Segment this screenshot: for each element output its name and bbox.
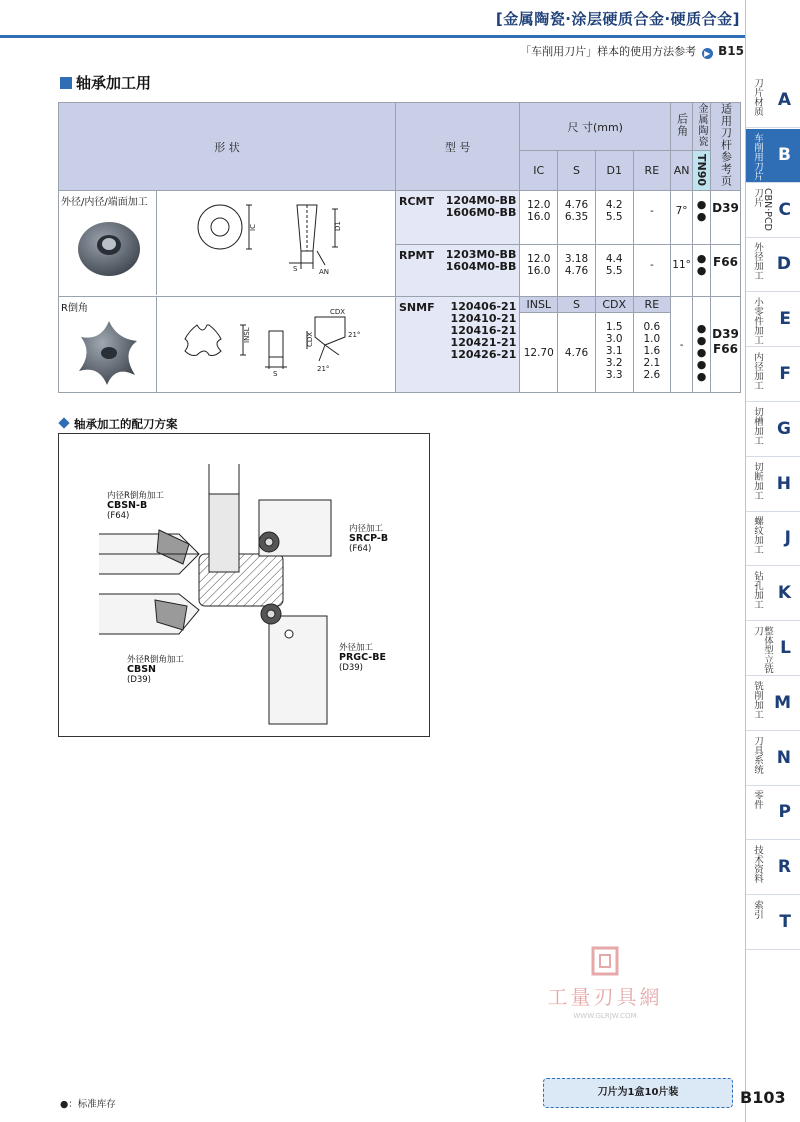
sidebar-tab-letter: D <box>776 254 791 275</box>
sidebar-tab-p[interactable] <box>746 786 800 840</box>
sidebar-tab-letter: M <box>774 692 791 713</box>
insert-table <box>58 102 741 393</box>
tool-label-prgc-be: 外径加工 PRGC-BE (D39) <box>339 643 386 673</box>
sidebar-tab-letter: B <box>778 144 791 165</box>
sidebar-tab-f[interactable] <box>746 348 800 402</box>
sidebar-tab-letter: T <box>779 912 791 932</box>
sidebar-tab-c[interactable] <box>746 184 800 238</box>
sidebar-tab-n[interactable] <box>746 732 800 786</box>
sidebar-tab-label: 外径加工 <box>752 242 763 281</box>
angle-label: 21° <box>317 365 330 373</box>
application-label: 外径/内径/端面加工 <box>61 197 148 208</box>
model-code: 1604M0-BB <box>445 260 517 273</box>
s-dim-label: S <box>293 265 298 273</box>
s-value: 4.76 <box>558 313 596 393</box>
re-value: - <box>633 191 671 245</box>
header-rule <box>0 35 745 38</box>
watermark <box>535 945 675 1020</box>
dimensions-header: 尺 寸(mm) <box>520 103 671 151</box>
sidebar-tab-label: CBN·PCD刀片 <box>752 187 773 231</box>
model-cell-snmf <box>396 297 520 393</box>
clearance-header: 后角 <box>671 103 693 151</box>
d1-values: 4.2 5.5 <box>595 191 633 245</box>
shape-cell-round <box>59 191 396 297</box>
sidebar-tab-e[interactable] <box>746 293 800 347</box>
holder-ref-link[interactable]: F66 <box>713 342 738 356</box>
usage-note-text: 「车削用刀片」样本的使用方法参考 <box>520 45 697 58</box>
sidebar-tab-letter: C <box>778 199 791 220</box>
insl-subheader: INSL <box>520 297 558 313</box>
holder-ref-link[interactable]: D39 <box>711 191 741 245</box>
s-values: 4.76 6.35 <box>558 191 596 245</box>
sidebar-tab-letter: E <box>779 309 791 330</box>
stock-legend: ●：标准库存 <box>60 1099 116 1110</box>
an-value: 7° <box>671 191 693 245</box>
usage-ref-link[interactable]: B15 <box>718 44 744 58</box>
sidebar-tab-label: 零件 <box>752 790 763 810</box>
holder-ref-links[interactable] <box>711 297 741 393</box>
an-dim-label: AN <box>319 268 330 276</box>
model-code: 1204M0-BB <box>445 194 517 207</box>
sidebar-tab-letter: G <box>777 418 791 439</box>
dim-re-header: RE <box>633 151 671 191</box>
category-title: [金属陶瓷·涂层硬质合金·硬质合金] <box>495 10 740 28</box>
family-rpmt: RPMT <box>399 249 434 262</box>
model-header: 型 号 <box>396 103 520 191</box>
ic-dim-label: IC <box>249 224 257 231</box>
s-subheader: S <box>558 297 596 313</box>
stock-dots: ● ● <box>693 245 711 297</box>
application-label: R倒角 <box>61 303 88 314</box>
sidebar-tab-g[interactable] <box>746 403 800 457</box>
usage-note <box>520 43 744 59</box>
sidebar-tab-letter: A <box>777 90 791 110</box>
sidebar-tab-h[interactable] <box>746 458 800 512</box>
sidebar-tab-j[interactable] <box>746 512 800 566</box>
tool-label-srcp-b: 内径加工 SRCP-B (F64) <box>349 524 389 554</box>
square-insert-photo <box>69 315 149 390</box>
sidebar-tab-letter: J <box>784 528 791 549</box>
round-insert-photo <box>69 213 149 283</box>
shape-header: 形 状 <box>59 103 396 191</box>
square-bullet-icon <box>60 77 72 89</box>
model-code: 120426-21 <box>450 348 517 361</box>
square-insert-drawing <box>157 297 395 392</box>
tool-label-cbsn: 外径R倒角加工 CBSN (D39) <box>127 655 184 685</box>
sidebar-tab-label: 车削用刀片 <box>752 132 763 181</box>
cdx-dim-label: CDX <box>330 308 346 316</box>
sidebar-tab-label: 刀片材质 <box>752 78 763 116</box>
sidebar-tab-letter: H <box>776 473 791 494</box>
dim-ic-header: IC <box>520 151 558 191</box>
sidebar-tab-letter: N <box>776 747 791 768</box>
sidebar-tab-label: 技术资料 <box>752 845 763 884</box>
sidebar-tab-label: 小零件加工 <box>752 297 763 345</box>
angle-label: 21° <box>348 331 361 339</box>
sidebar-tab-m[interactable] <box>746 677 800 731</box>
model-code: 120406-21 <box>450 300 517 313</box>
model-code: 1606M0-BB <box>445 206 517 219</box>
d1-values: 4.4 5.5 <box>595 245 633 297</box>
sidebar-tab-b[interactable] <box>746 129 800 183</box>
re-subheader: RE <box>633 297 671 313</box>
sidebar-tab-label: 切断加工 <box>752 461 763 500</box>
d1-dim-label: D1 <box>334 221 342 231</box>
arrow-right-icon: ▶ <box>702 48 713 59</box>
round-insert-drawing <box>157 191 395 291</box>
model-code: 120421-21 <box>450 336 517 349</box>
sidebar-tab-label: 钻孔加工 <box>752 571 763 610</box>
pack-note-box: 刀片为1盒10片装 <box>543 1078 733 1108</box>
watermark-url: WWW.GLRJW.COM <box>573 1012 637 1020</box>
sidebar-tab-letter: F <box>779 364 791 384</box>
sidebar-tab-label: 索引 <box>752 900 763 919</box>
s-dim-label: S <box>273 370 278 378</box>
an-header: AN <box>671 151 693 191</box>
diamond-bullet-icon <box>58 417 69 428</box>
model-cell-rcmt <box>396 191 520 245</box>
cermet-header: 金属陶瓷 <box>693 103 711 151</box>
sidebar-tab-t[interactable] <box>746 896 800 950</box>
model-code: 120410-21 <box>450 312 517 325</box>
section-title-text: 轴承加工用 <box>76 74 152 92</box>
re-values: 0.6 1.0 1.6 2.1 2.6 <box>633 313 671 393</box>
sidebar-tab-r[interactable] <box>746 841 800 895</box>
grade-tn90-header: TN90 <box>693 151 711 191</box>
sidebar-tab-label: 铣削加工 <box>752 680 763 719</box>
shape-cell-square <box>59 297 396 393</box>
model-code: 1203M0-BB <box>445 248 517 261</box>
sidebar-tab-k[interactable] <box>746 567 800 621</box>
sidebar-tab-l[interactable] <box>746 622 800 676</box>
tooling-layout-figure <box>58 433 430 737</box>
page-number: B103 <box>740 1088 786 1107</box>
tooling-layout-drawing <box>59 434 429 736</box>
model-code: 120416-21 <box>450 324 517 337</box>
sidebar-tab-label: 切槽加工 <box>752 406 763 445</box>
family-snmf: SNMF <box>399 301 435 314</box>
section-title <box>60 72 151 93</box>
cdx-subheader: CDX <box>595 297 633 313</box>
insl-dim-label: INSL <box>243 327 251 343</box>
sidebar-tab-d[interactable] <box>746 238 800 292</box>
sidebar-tab-a[interactable] <box>746 74 800 128</box>
holder-ref-header: 适用刀杆参考页 <box>711 103 741 191</box>
ic-values: 12.0 16.0 <box>520 245 558 297</box>
watermark-text: 工量刃具網 <box>547 985 663 1009</box>
insl-value: 12.70 <box>520 313 558 393</box>
dim-d1-header: D1 <box>595 151 633 191</box>
sidebar-tab-letter: K <box>777 583 791 604</box>
sidebar-tab-label: 螺纹加工 <box>752 516 763 555</box>
re-value: - <box>633 245 671 297</box>
sidebar-tab-letter: R <box>777 857 791 878</box>
family-rcmt: RCMT <box>399 195 434 208</box>
tool-label-cbsn-b: 内径R倒角加工 CBSN-B (F64) <box>107 491 164 521</box>
an-value: 11° <box>671 245 693 297</box>
holder-ref-link[interactable]: F66 <box>711 245 741 297</box>
an-value: - <box>671 297 693 393</box>
stock-dots: ● ● <box>693 191 711 245</box>
holder-ref-link[interactable]: D39 <box>712 327 739 341</box>
sidebar-tab-letter: L <box>780 638 791 658</box>
s-values: 3.18 4.76 <box>558 245 596 297</box>
stock-dots: ● ● ● ● ● <box>693 297 711 393</box>
watermark-logo-icon <box>590 945 620 977</box>
layout-section-title: 轴承加工的配刀方案 <box>60 416 178 432</box>
cdx-dim-label-side: CDX <box>306 331 314 347</box>
ic-values: 12.0 16.0 <box>520 191 558 245</box>
sidebar-tab-letter: P <box>778 802 791 823</box>
model-cell-rpmt <box>396 245 520 297</box>
dim-s-header: S <box>558 151 596 191</box>
sidebar-tab-label: 内径加工 <box>752 352 763 390</box>
cdx-values: 1.5 3.0 3.1 3.2 3.3 <box>595 313 633 393</box>
sidebar-tab-label: 刀具系统 <box>752 735 763 774</box>
sidebar-tab-label: 整体型立铣刀 <box>752 626 773 674</box>
